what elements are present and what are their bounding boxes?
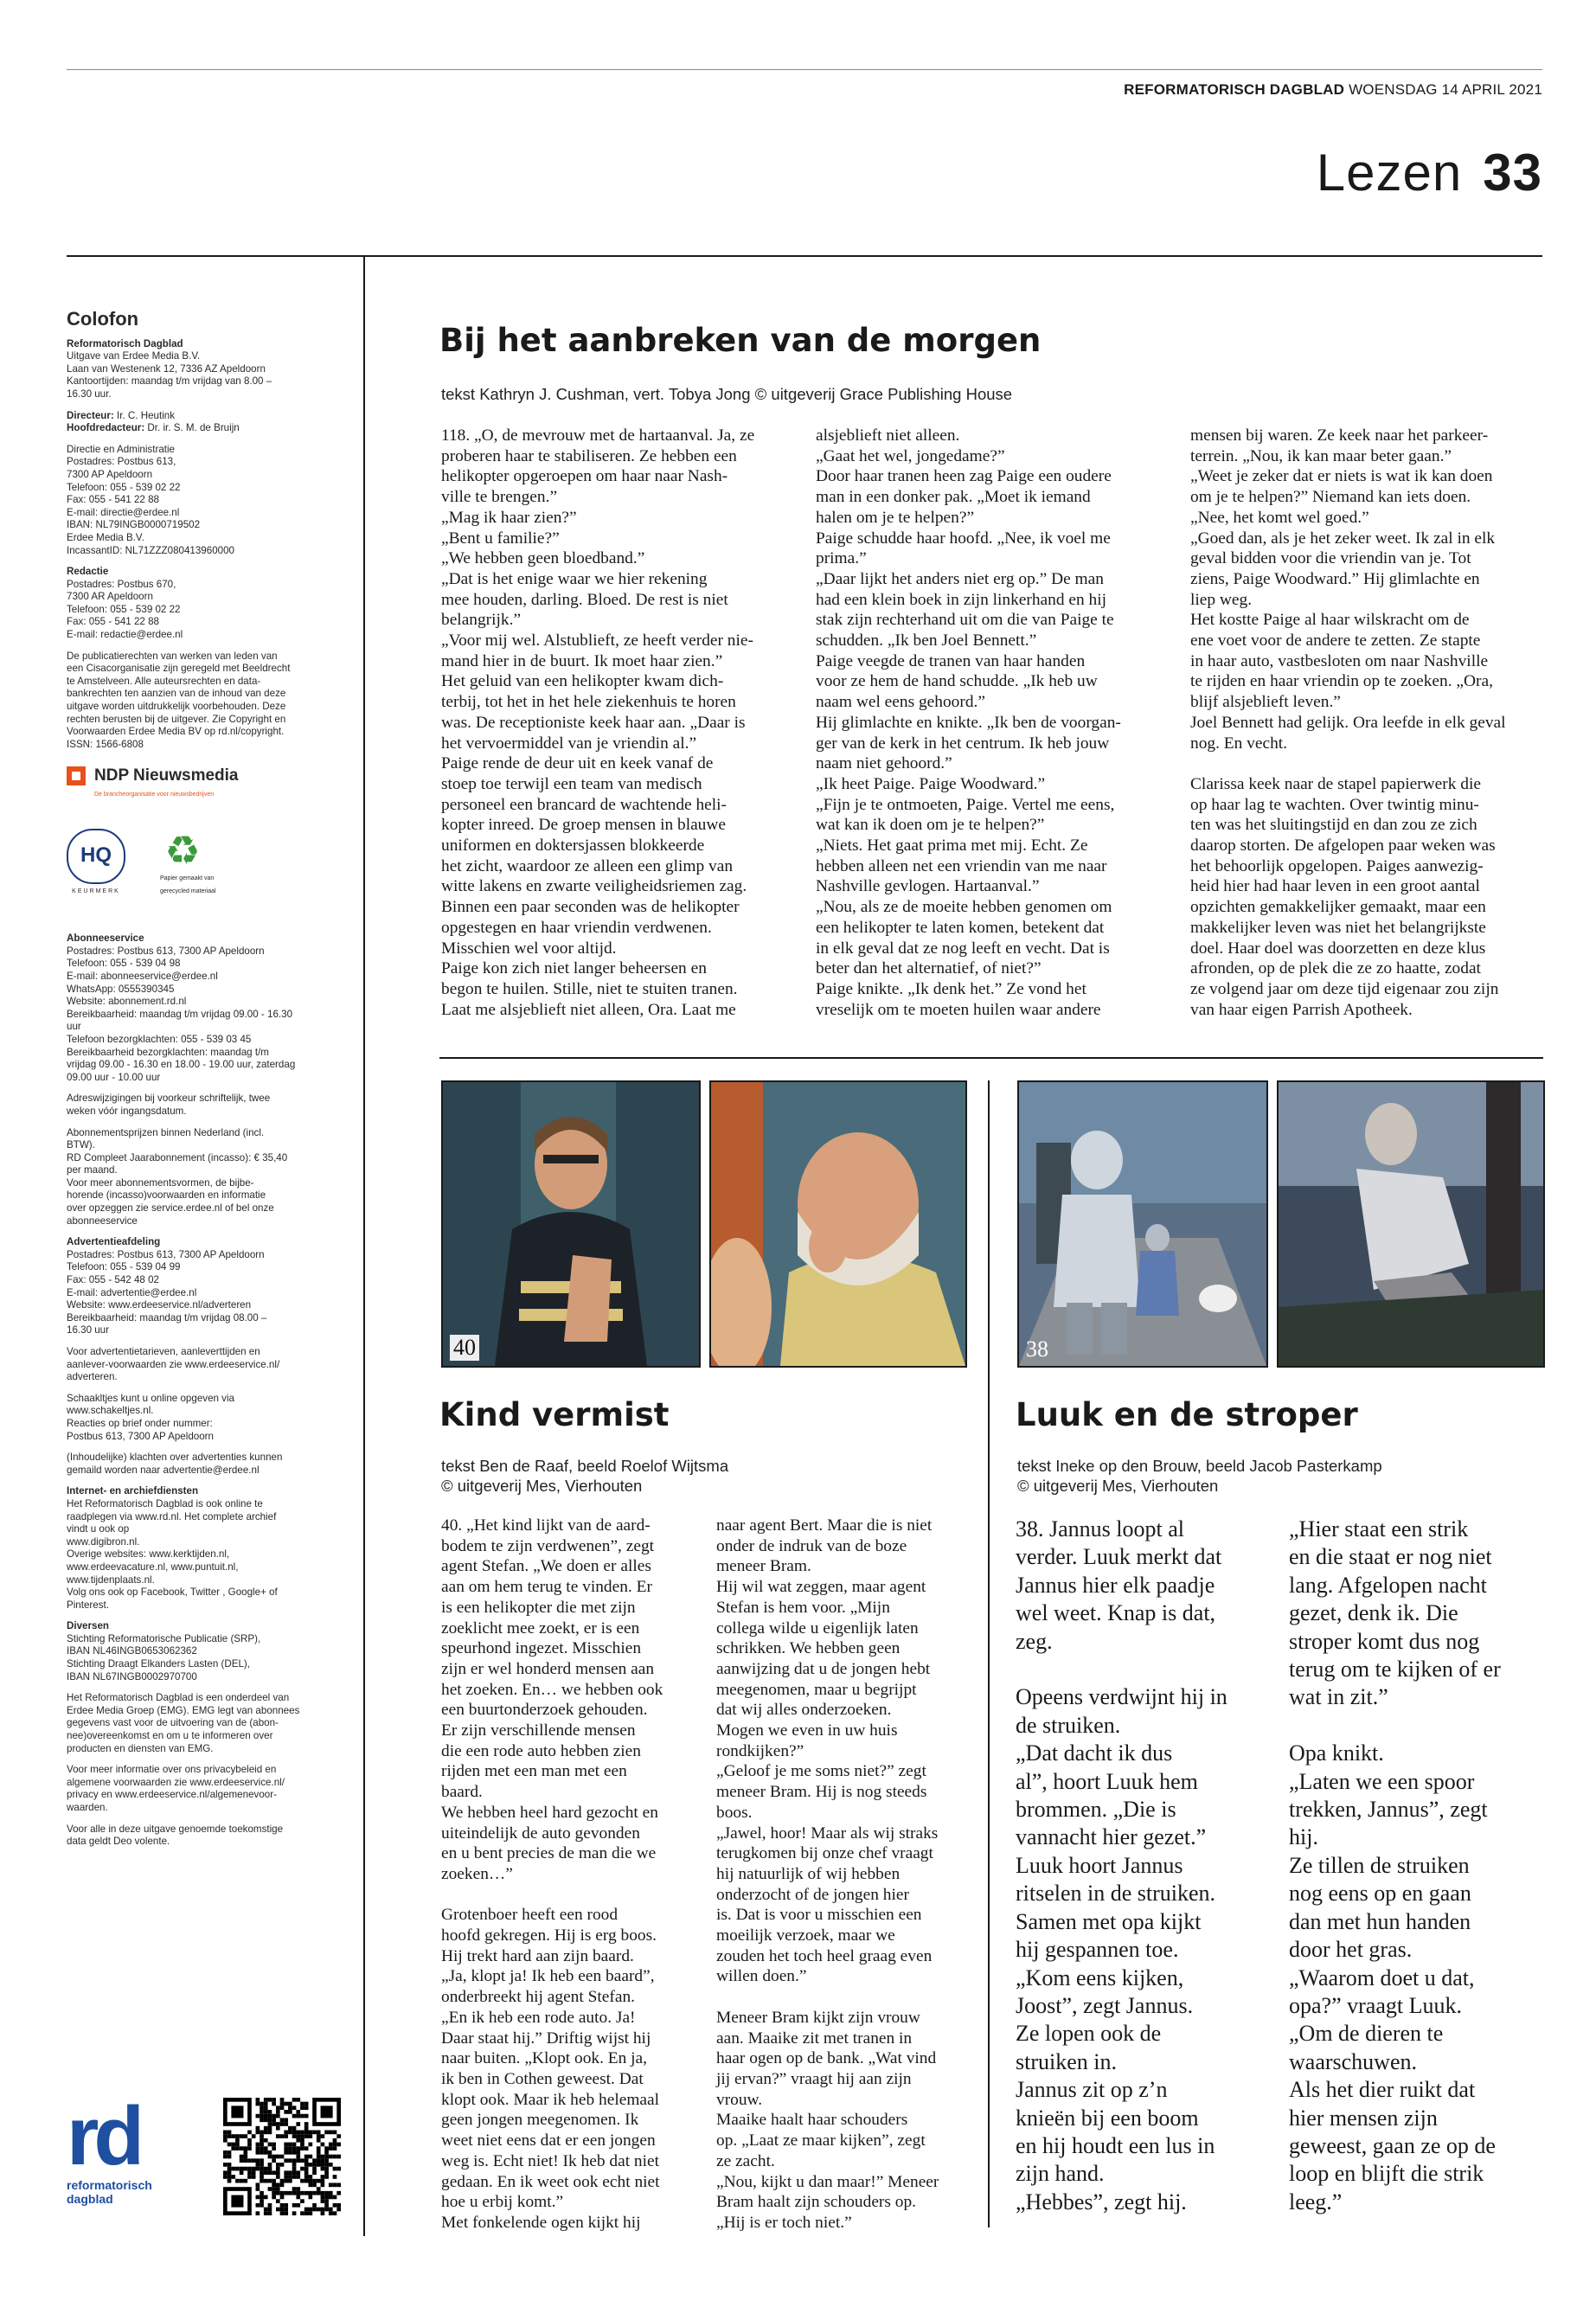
colofon-divider [363, 255, 365, 2236]
qr-code[interactable] [223, 2098, 341, 2215]
colofon-publisher [67, 338, 342, 401]
article3-title: Luuk en de stroper [1016, 1396, 1358, 1433]
article2-credit: tekst Ben de Raaf, beeld Roelof Wijtsma © uitgeverij Mes, Vierhouten [441, 1457, 729, 1495]
article3-column-2: „Hier staat een strik en die staat er nog niet lang. Afgelopen nacht gezet, denk ik. Die stroper komt dus nog terug om te kijken of er wat in zit.” Opa knikt. „Laten we een spoor trekken, Jannus”, zegt hij. Ze tillen de struiken nog eens op en gaan dan met hun handen door het gras. „Waarom doet u dat, opa?” vraagt Luuk. „Om de dieren te waarschuwen. Als het dier ruikt dat hier mensen zijn geweest, gaan ze op de loop en blijft die strik leeg.” [1289, 1516, 1501, 2214]
editor-name: Dr. ir. S. M. de Bruijn [147, 422, 240, 434]
hq-icon: HQ [67, 829, 125, 884]
comic-panel-luuk-1 [1017, 1080, 1268, 1368]
colofon-abonnee [67, 933, 342, 1084]
colofon-schakeltjes: Schaakltjes kunt u online opgeven via www.schakeltjes.nl. Reacties op brief onder nummer: Postbus 613, 7300 AP Apeldoorn [67, 1392, 235, 1442]
director-label: Directeur: [67, 409, 114, 421]
colofon [67, 308, 342, 1857]
article1-credit: tekst Kathryn J. Cushman, vert. Tobya Jong © uitgeverij Grace Publishing House [441, 385, 1013, 403]
editor-label: Hoofdredacteur: [67, 422, 145, 434]
comic-divider [988, 1080, 990, 2227]
rd-logo-text: reformatorisch dagblad [67, 2178, 152, 2206]
page-number: 33 [1483, 144, 1542, 202]
article3-column-1: 38. Jannus loopt al verder. Luuk merkt dat Jannus hier elk paadje wel weet. Knap is dat, zeg. Opeens verdwijnt hij in de struiken. „Dat dacht ik dus al”, hoort Luuk hem brommen. „Die is vannacht hier gezet.” Luuk hoort Jannus ritselen in de struiken. Samen met opa kijkt hij gespannen toe. „Kom eens kijken, Joost”, zegt Jannus. Ze lopen ook de struiken in. Jannus zit op z’n knieën bij een boom en hij houdt een lus in zijn hand. „Hebbes”, zegt hij. [1016, 1516, 1227, 2214]
colofon-redactie [67, 566, 342, 642]
recycle-label: Papier gemaakt van gerecycled materiaal [160, 875, 216, 894]
policeman-illustration [443, 1082, 699, 1366]
article1-title: Bij het aanbreken van de morgen [439, 322, 1042, 359]
section-heading [1317, 143, 1542, 202]
article1-column-3: mensen bij waren. Ze keek naar het parkeer- terrein. „Nou, ik kan maar beter gaan.” „Weet je zeker dat er niets is wat ik kan doen om je te helpen?” Niemand kan iets doen. „Nee, het komt wel goed.” „Goed dan, als je het zeker weet. Ik zal in elk geval bidden voor die vriendin van je. Tot ziens, Paige Woodward.” Hij glimlachte en liep weg. Het kostte Paige al haar wilskracht om de ene voet voor de andere te zetten. Ze stapte in haar auto, vastbesloten om naar Nashville te rijden en haar vriendin op te zoeken. „Ora, blijf alsjeblieft leven.” Joel Bennett had gelijk. Ora leefde in elk geval nog. En vecht. Clarissa keek naar de stapel papierwerk die op haar lag te wachten. Over twintig minu- ten was het sluitingstijd en dan zou ze zich daarop storten. De afgelopen paar weken was het behoorlijk opgelopen. Paiges aanwezig- heid hier had haar leven in een groot aantal opzichten gemakkelijker gemaakt, maar een makkelijker leven was niet het belangrijkste doel. Haar doel was doorzetten en deze klus afronden, op de plek die ze zo haatte, zodat ze volgend jaar om deze tijd eigenaar zou zijn van haar eigen Parrish Apotheek. [1190, 426, 1506, 1019]
comic-panel-luuk-2 [1277, 1080, 1545, 1368]
ndp-name: NDP Nieuwsmedia [94, 766, 239, 785]
diversen-text: Stichting Reformatorische Publicatie (SRP), IBAN NL46INGB0653062362 Stichting Draagt Elkanders Lasten (DEL), IBAN NL67INGB0002970700 [67, 1632, 261, 1682]
colofon-klachten: (Inhoudelijke) klachten over advertenties kunnen gemaild worden naar advertentie@erdee.nl [67, 1452, 283, 1476]
abonnee-label: Abonneeservice [67, 933, 144, 945]
issue-date: WOENSDAG 14 APRIL 2021 [1349, 81, 1542, 98]
panel-number: 40 [450, 1335, 479, 1361]
colofon-administration: Directie en Administratie Postadres: Postbus 613, 7300 AP Apeldoorn Telefoon: 055 - 539 02 22 Fax: 055 - 541 22 88 E-mail: directie@erdee.nl IBAN: NL79INGB0000719502 Erdee Media B.V. IncassantID: NL71ZZZ080413960000 [67, 443, 234, 556]
diversen-label: Diversen [67, 1620, 109, 1632]
advert-text: Postadres: Postbus 613, 7300 AP Apeldoorn Telefoon: 055 - 539 04 99 Fax: 055 - 542 48 02 E-mail: advertentie@erdee.nl Website: www.erdeeservice.nl/adverteren Bereikbaarheid: maandag t/m vrijdag 08.00 – 16.30 uur [67, 1248, 267, 1336]
director-name: Ir. C. Heutink [117, 409, 176, 421]
panel-number: 38 [1026, 1336, 1048, 1362]
publisher-label: Reformatorisch Dagblad [67, 337, 183, 349]
archief-label: Internet- en archiefdiensten [67, 1485, 199, 1497]
colofon-prijzen: Abonnementsprijzen binnen Nederland (incl. BTW). RD Compleet Jaarabonnement (incasso): € 35,40 per maand. Voor meer abonnementsvormen, de bijbe- horende (incasso)voorwaarden en informatie over opzeggen zie service.erdee.nl of bel onze abonneeservice [67, 1126, 288, 1227]
abonnee-text: Postadres: Postbus 613, 7300 AP Apeldoorn Telefoon: 055 - 539 04 98 E-mail: abonneeservice@erdee.nl WhatsApp: 0555390345 Website: abonnement.rd.nl Bereikbaarheid: maandag t/m vrijdag 09.00 - 16.30 uur Telefoon bezorgklachten: 055 - 539 03 45 Bereikbaarheid bezorgklachten: maandag t/m vrijdag 09.00 - 16.30 en 18.00 - 19.00 uur, zaterdag 09.00 uur - 10.00 uur [67, 945, 296, 1083]
certification-logos [67, 828, 342, 898]
article2-column-1: 40. „Het kind lijkt van de aard- bodem te zijn verdwenen”, zegt agent Stefan. „We doen er alles aan om hem terug te vinden. Er is een helikopter die met zijn zoeklicht mee zoekt, er is een speurhond ingezet. Misschien zijn er wel honderd mensen aan het zoeken. En… we hebben ook een buurtonderzoek gehouden. Er zijn verschillende mensen die een rode auto hebben zien rijden met een man met een baard. We hebben heel hard gezocht en uiteindelijk de auto gevonden en u bent precies de man die we zoeken…” Grotenboer heeft een rood hoofd gekregen. Hij is erg boos. Hij trekt hard aan zijn baard. „Ja, klopt ja! Ik heb een baard”, onderbreekt hij agent Stefan. „En ik heb een rode auto. Ja! Daar staat hij.” Driftig wijst hij naar buiten. „Klopt ook. En ja, ik ben in Cothen geweest. Dat klopt ook. Maar ik heb helemaal geen jongen meegenomen. Ik weet niet eens dat er een jongen weg is. Echt niet! Ik heb dat niet gedaan. En ik weet ook echt niet hoe u erbij komt.” Met fonkelende ogen kijkt hij [441, 1516, 663, 2232]
qr-code-icon [223, 2098, 341, 2215]
recycle-icon: ♻ [164, 828, 201, 873]
colofon-deo: Voor alle in deze uitgave genoemde toekomstige data geldt Deo volente. [67, 1823, 284, 1848]
colofon-title: Colofon [67, 308, 139, 330]
comic-panel-kind-vermist-2 [709, 1080, 967, 1368]
article2-title: Kind vermist [439, 1396, 670, 1433]
colofon-privacy: Voor meer informatie over ons privacybeleid en algemene voorwaarden zie www.erdeeservice.nl/ privacy en www.erdeeservice.nl/algemenevoor- waarden. [67, 1764, 285, 1813]
colofon-archief [67, 1485, 342, 1612]
comic-panel-kind-vermist-1 [441, 1080, 701, 1368]
article-divider [439, 1057, 1543, 1059]
publisher-text: Uitgave van Erdee Media B.V. Laan van Westenenk 12, 7336 AZ Apeldoorn Kantoortijden: maandag t/m vrijdag van 8.00 – 16.30 uur. [67, 350, 272, 400]
colofon-directors [67, 410, 342, 435]
section-title: Lezen [1316, 144, 1463, 202]
article3-credit: tekst Ineke op den Brouw, beeld Jacob Pasterkamp © uitgeverij Mes, Vierhouten [1017, 1457, 1382, 1495]
rd-logo [67, 2090, 152, 2206]
article2-column-2: naar agent Bert. Maar die is niet onder de indruk van de boze meneer Bram. Hij wil wat zeggen, maar agent Stefan is hem voor. „Mijn collega wilde u eigenlijk laten schrikken. We hebben geen aanwijzing dat u de jongen hebt meegenomen, maar u begrijpt dat wij alles onderzoeken. Mogen we even in uw huis rondkijken?” „Geloof je me soms niet?” zegt meneer Bram. Hij is nog steeds boos. „Jawel, hoor! Maar als wij straks terugkomen bij onze chef vraagt hij natuurlijk of wij hebben onderzocht of de jongen hier is. Dat is voor u misschien een moeilijk verzoek, maar we zouden het toch heel graag even willen doen.” Meneer Bram kijkt zijn vrouw aan. Maaike zit met tranen in haar ogen op de bank. „Wat vind jij ervan?” vraagt hij aan zijn vrouw. Maaike haalt haar schouders op. „Laat ze maar kijken”, zegt ze zacht. „Nou, kijkt u dan maar!” Meneer Bram haalt zijn schouders op. „Hij is er toch niet.” [716, 1516, 939, 2232]
colofon-adres: Adreswijzigingen bij voorkeur schriftelijk, twee weken vóór ingangsdatum. [67, 1093, 271, 1117]
kneeling-man-illustration [1279, 1082, 1543, 1366]
hq-keurmerk-logo [67, 829, 125, 899]
hq-label: KEURMERK [72, 888, 120, 894]
ndp-tagline: De brancheorganisatie voor nieuwsbedrijven [94, 792, 215, 798]
advert-label: Advertentieafdeling [67, 1236, 161, 1248]
paper-name: REFORMATORISCH DAGBLAD [1124, 81, 1345, 98]
colofon-emg: Het Reformatorisch Dagblad is een onderdeel van Erdee Media Groep (EMG). EMG legt van abonnees gegevens vast voor de uitvoering van de (abon- nee)overeenkomst en om u te informeren over producten en diensten van EMG. [67, 1692, 300, 1754]
forest-path-illustration [1019, 1082, 1266, 1366]
recycle-logo [160, 828, 221, 898]
redactie-text: Postadres: Postbus 670, 7300 AR Apeldoorn Telefoon: 055 - 539 02 22 Fax: 055 - 541 22 88 E-mail: redactie@erdee.nl [67, 578, 183, 641]
bearded-man-illustration [711, 1082, 965, 1366]
top-rule [67, 69, 1542, 70]
article1-column-2: alsjeblieft niet alleen. „Gaat het wel, jongedame?” Door haar tranen heen zag Paige een oudere man in een donker pak. „Moet ik iemand halen om je te helpen?” Paige schudde haar hoofd. „Nee, ik voel me prima.” „Daar lijkt het anders niet erg op.” De man had een klein boek in zijn linkerhand en hij stak zijn rechterhand uit om die van Paige te schudden. „Ik ben Joel Bennett.” Paige veegde de tranen van haar handen voor ze hem de hand schudde. „Ik heb uw naam wel eens gehoord.” Hij glimlachte en knikte. „Ik ben de voorgan- ger van de kerk in het centrum. Ik heb jouw naam niet gehoord.” „Ik heet Paige. Paige Woodward.” „Fijn je te ontmoeten, Paige. Vertel me eens, wat kan ik doen om je te helpen?” „Niets. Het gaat prima met mij. Echt. Ze hebben alleen net een vriendin van me naar Nashville gevlogen. Hartaanval.” „Nou, als ze de moeite hebben genomen om een helikopter te laten komen, betekent dat in elk geval dat ze nog leeft en vecht. Dat is beter dan het alternatief, of niet?” Paige knikte. „Ik denk het.” Ze vond het vreselijk om te moeten huilen waar andere [816, 426, 1121, 1019]
ndp-logo [67, 766, 342, 785]
colofon-diversen [67, 1620, 342, 1683]
header-dateline [1124, 81, 1542, 99]
redactie-label: Redactie [67, 566, 109, 578]
colofon-advert [67, 1236, 342, 1337]
rd-logo-mark: rd [67, 2090, 139, 2182]
article1-column-1: 118. „O, de mevrouw met de hartaanval. Ja, ze proberen haar te stabiliseren. Ze hebben een helikopter opgeroepen om haar naar Nash- ville te brengen.” „Mag ik haar zien?” „Bent u familie?” „We hebben geen bloedband.” „Dat is het enige waar we hier rekening mee houden, darling. Bloed. De rest is niet belangrijk.” „Voor mij wel. Alstublieft, ze heeft verder nie- mand hier in de buurt. Ik moet haar zien.” Het geluid van een helikopter kwam dich- terbij, tot het in het hele ziekenhuis te horen was. De receptioniste keek haar aan. „Daar is het vervoermiddel van je vriendin al.” Paige rende de deur uit en keek vanaf de stoep toe terwijl een team van medisch personeel een brancard de wachtende heli- kopter inreed. De groep mensen in blauwe uniformen en doktersjassen blokkeerde het zicht, waardoor ze alleen een glimp van witte lakens en zwarte veiligheidsriemen zag. Binnen een paar seconden was de helikopter opgestegen en haar vriendin verdwenen. Misschien wel voor altijd. Paige kon zich niet langer beheersen en begon te huilen. Stille, niet te stuiten tranen. Laat me alsjeblieft niet alleen, Ora. Laat me [441, 426, 755, 1019]
ndp-icon [67, 766, 86, 785]
section-rule [67, 255, 1542, 257]
archief-text: Het Reformatorisch Dagblad is ook online te raadplegen via www.rd.nl. Het complete archief vindt u ook op www.digibron.nl. Overige websites: www.kerktijden.nl, www.erdeevacature.nl, www.puntuit.nl, www.tijdenplaats.nl. Volg ons ook op Facebook, Twitter , Google+ of Pinterest. [67, 1497, 278, 1611]
colofon-rights: De publicatierechten van werken van leden van een Cisacorganisatie zijn geregeld met Beeldrecht te Amstelveen. Alle auteursrechten en data- bankrechten ten aanzien van de inhoud van deze uitgave worden uitdrukkelijk voorbehouden. Deze rechten berusten bij de uitgever. Zie Copyright en Voorwaarden Erdee Media BV op rd.nl/copyright. ISSN: 1566-6808 [67, 650, 291, 750]
colofon-tarieven: Voor advertentietarieven, aanleverttijden en aanlever-voorwaarden zie www.erdeeservice.nl/ adverteren. [67, 1346, 280, 1383]
